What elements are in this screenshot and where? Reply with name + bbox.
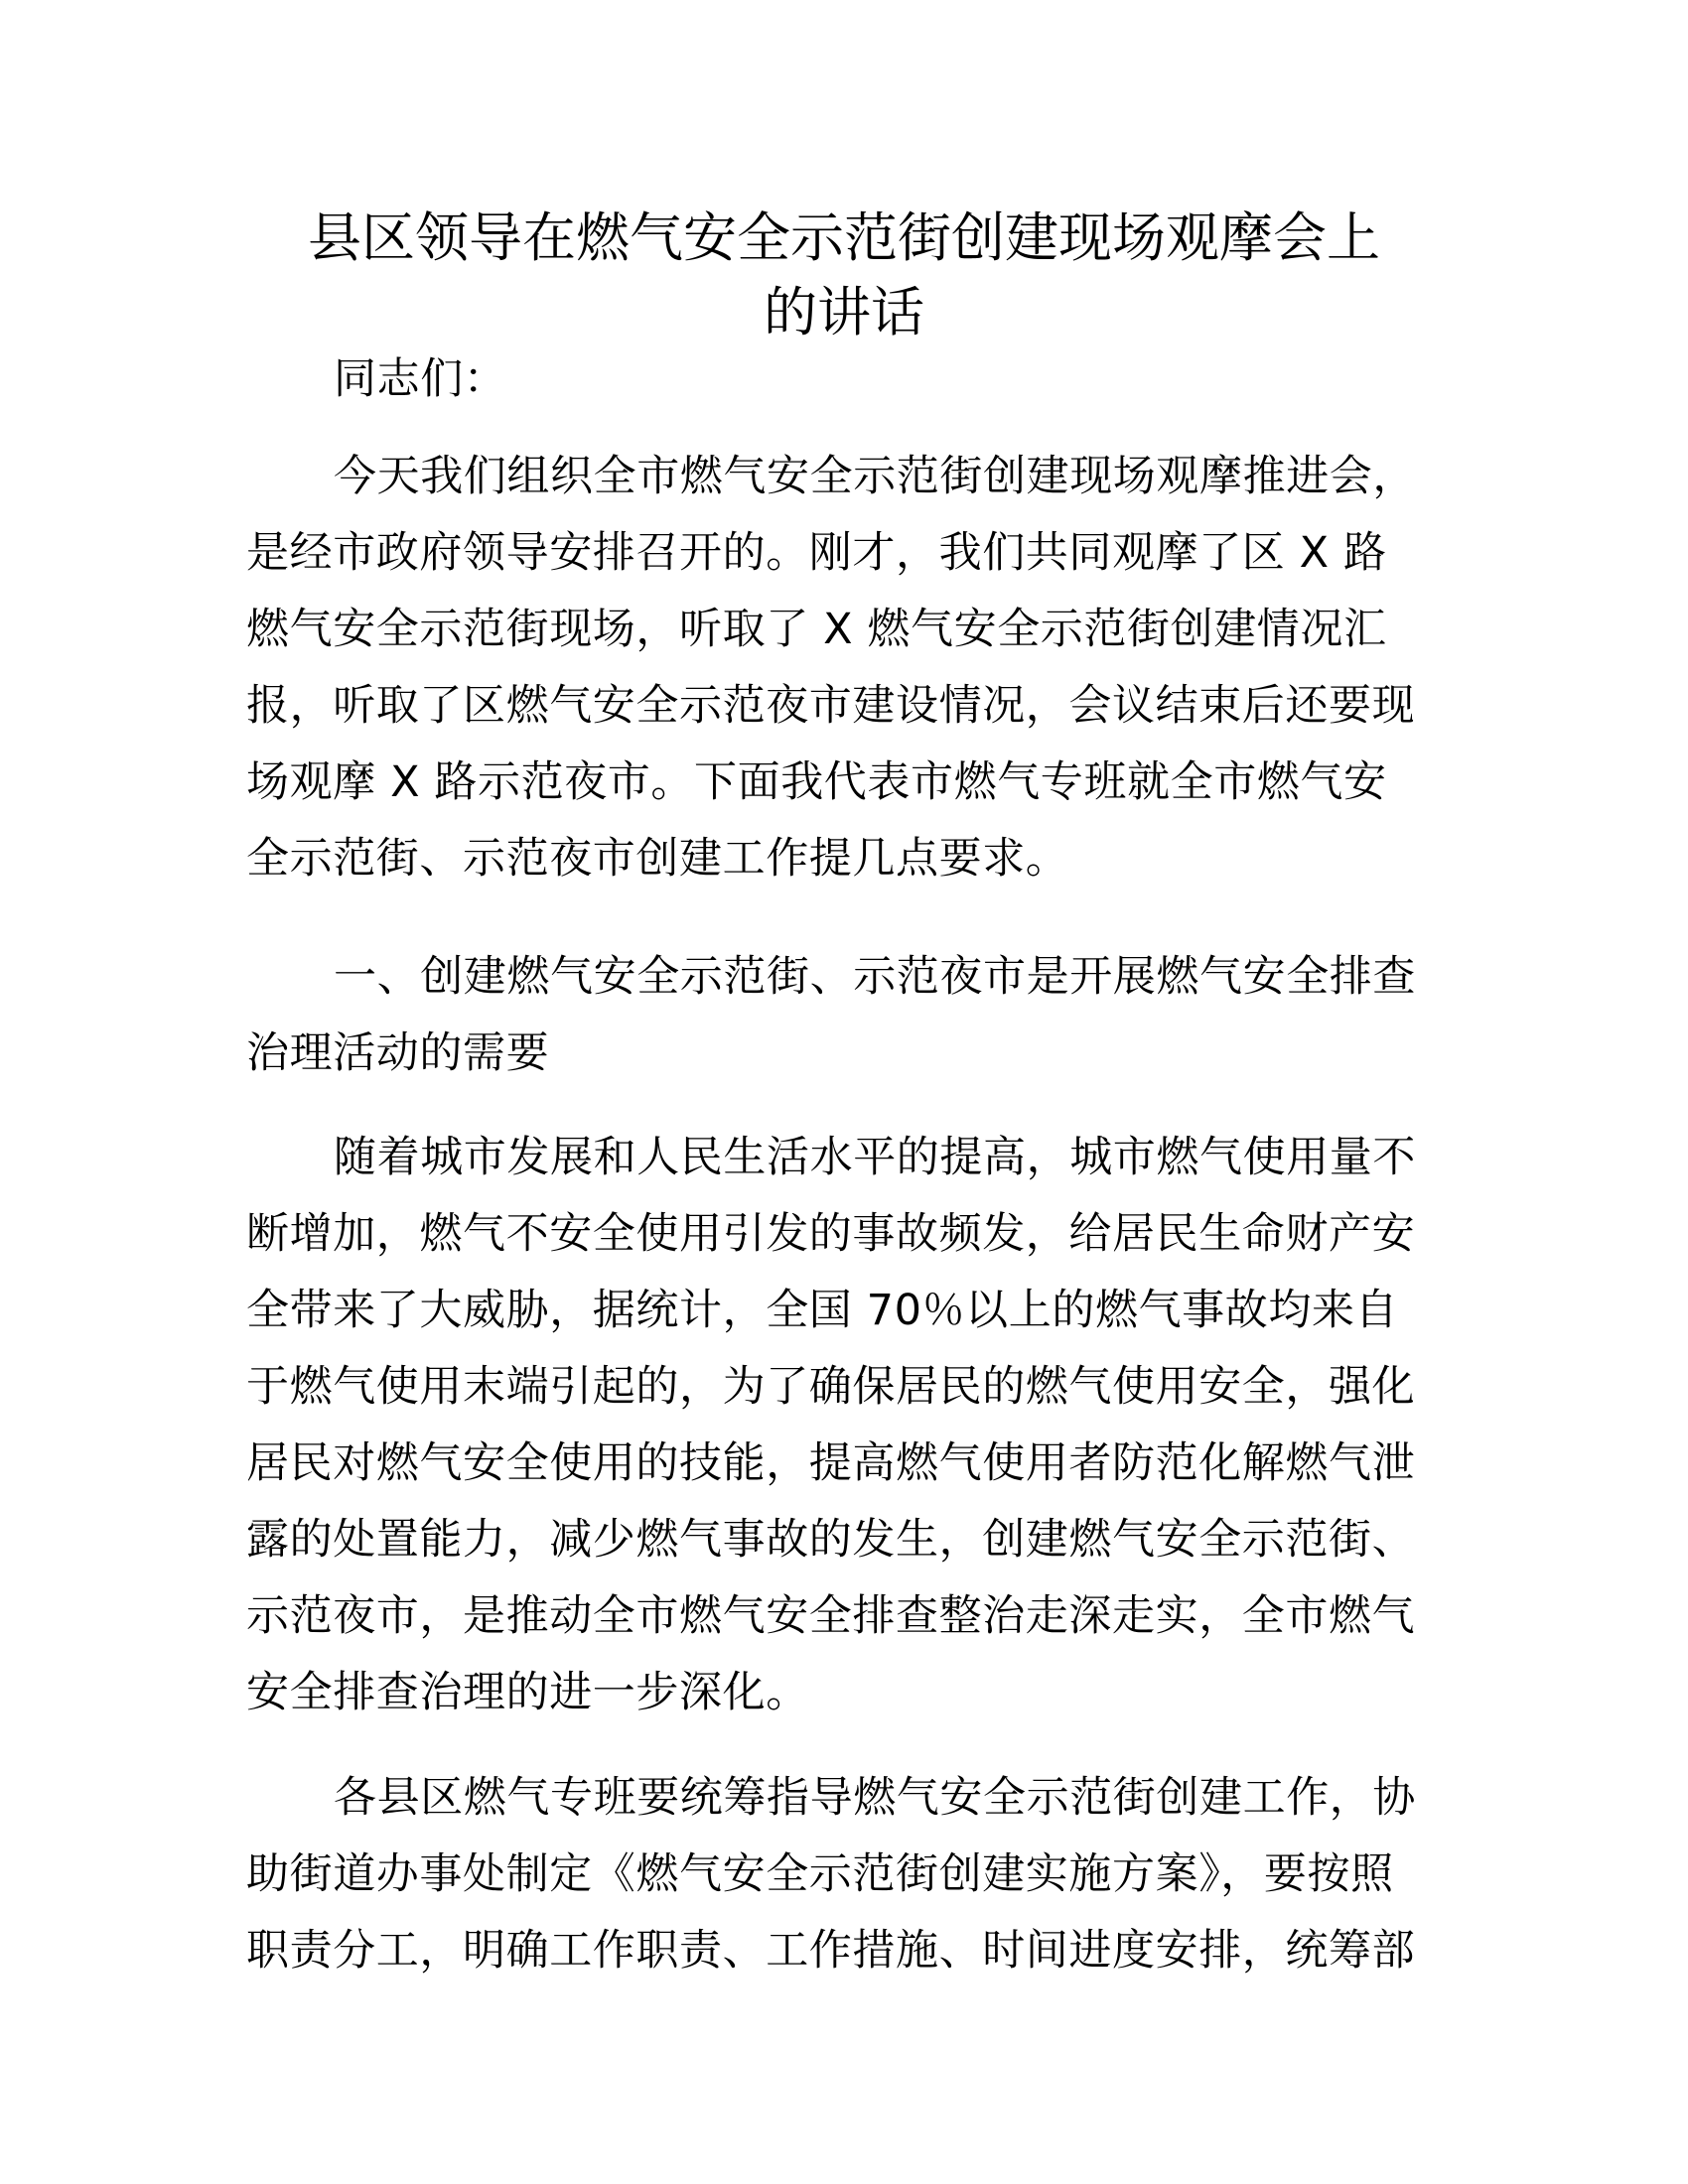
paragraph-line: 职责分工，明确工作职责、工作措施、时间进度安排，统筹部 — [246, 1926, 1416, 1976]
paragraph-line: 断增加，燃气不安全使用引发的事故频发，给居民生命财产安 — [246, 1209, 1416, 1259]
paragraph-line: 今天我们组织全市燃气安全示范街创建现场观摩推进会， — [334, 452, 1416, 501]
paragraph-line: 报，听取了区燃气安全示范夜市建设情况，会议结束后还要现 — [246, 681, 1416, 731]
document-title-line-1: 县区领导在燃气安全示范街创建现场观摩会上 — [308, 206, 1380, 269]
paragraph-line: 燃气安全示范街现场，听取了 X 燃气安全示范街创建情况汇 — [246, 605, 1387, 654]
paragraph-line: 安全排查治理的进一步深化。 — [246, 1668, 809, 1717]
salutation: 同志们： — [334, 354, 507, 404]
document-title-line-2: 的讲话 — [764, 281, 924, 343]
paragraph-line: 全带来了大威胁，据统计，全国 70％以上的燃气事故均来自 — [246, 1286, 1399, 1335]
heading-line: 一、创建燃气安全示范街、示范夜市是开展燃气安全排查 — [334, 952, 1416, 1002]
heading-line: 治理活动的需要 — [246, 1028, 550, 1078]
paragraph-line: 露的处置能力，减少燃气事故的发生，创建燃气安全示范街、 — [246, 1515, 1416, 1565]
paragraph-line: 各县区燃气专班要统筹指导燃气安全示范街创建工作，协 — [334, 1773, 1416, 1823]
paragraph-line: 随着城市发展和人民生活水平的提高，城市燃气使用量不 — [334, 1133, 1416, 1182]
paragraph-line: 全示范街、示范夜市创建工作提几点要求。 — [246, 834, 1069, 884]
paragraph-line: 居民对燃气安全使用的技能，提高燃气使用者防范化解燃气泄 — [246, 1438, 1416, 1488]
paragraph-line: 于燃气使用末端引起的，为了确保居民的燃气使用安全，强化 — [246, 1362, 1416, 1412]
paragraph-line: 助街道办事处制定《燃气安全示范街创建实施方案》，要按照 — [246, 1849, 1394, 1899]
paragraph-line: 是经市政府领导安排召开的。刚才，我们共同观摩了区 X 路 — [246, 528, 1387, 578]
paragraph-line: 示范夜市，是推动全市燃气安全排查整治走深走实，全市燃气 — [246, 1591, 1416, 1641]
paragraph-line: 场观摩 X 路示范夜市。下面我代表市燃气专班就全市燃气安 — [246, 757, 1387, 807]
